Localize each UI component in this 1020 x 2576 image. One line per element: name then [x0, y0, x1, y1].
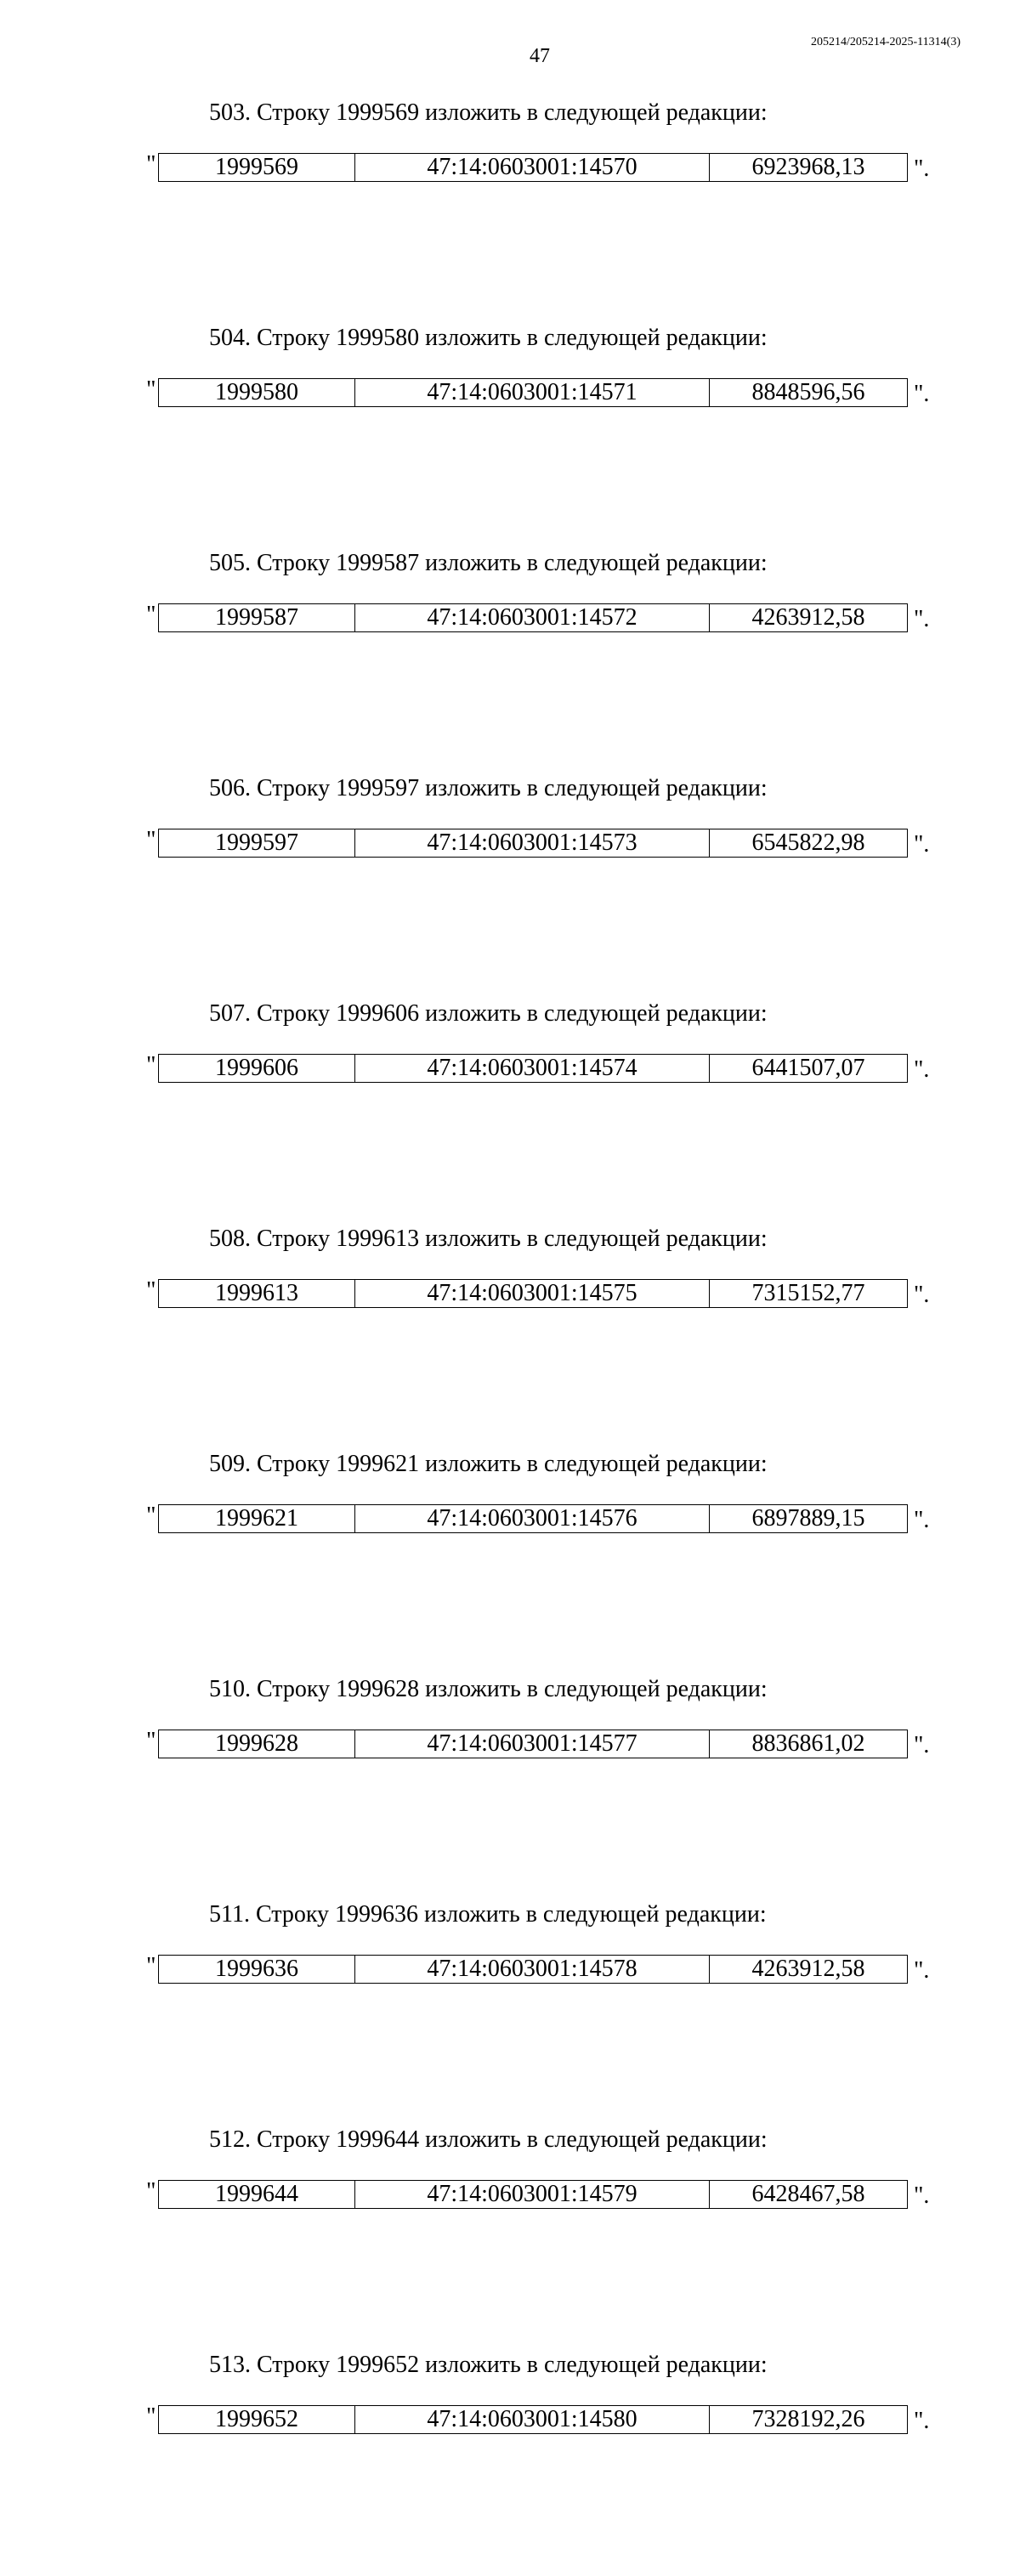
amendment-entry: [0, 2351, 1020, 2576]
closing-quote: ".: [914, 156, 930, 182]
cadastral-number-cell: 47:14:0603001:14571: [355, 379, 710, 407]
amendment-row: [0, 603, 1020, 632]
cadastral-number-cell: 47:14:0603001:14577: [355, 1730, 710, 1758]
row-code-cell: 1999644: [159, 2181, 355, 2209]
closing-quote: ".: [914, 1282, 930, 1308]
cadastral-value-cell: 7328192,26: [710, 2406, 908, 2434]
opening-quote: ": [146, 2178, 156, 2205]
table-row: [159, 154, 908, 182]
table-row: [159, 1956, 908, 1984]
cadastral-number-cell: 47:14:0603001:14572: [355, 604, 710, 632]
row-table: [158, 1955, 908, 1984]
amendment-heading: 513. Строку 1999652 изложить в следующей редакции:: [209, 2352, 768, 2378]
row-code-cell: 1999652: [159, 2406, 355, 2434]
amendment-entry: [0, 549, 1020, 774]
closing-quote: ".: [914, 1957, 930, 1984]
table-row: [159, 379, 908, 407]
row-table: [158, 1279, 908, 1308]
closing-quote: ".: [914, 1732, 930, 1758]
table-row: [159, 1055, 908, 1083]
cadastral-number-cell: 47:14:0603001:14580: [355, 2406, 710, 2434]
table-row: [159, 1505, 908, 1533]
cadastral-value-cell: 4263912,58: [710, 1956, 908, 1984]
cadastral-value-cell: 8836861,02: [710, 1730, 908, 1758]
closing-quote: ".: [914, 2408, 930, 2434]
amendment-entry: [0, 99, 1020, 324]
closing-quote: ".: [914, 2183, 930, 2209]
amendment-entry: [0, 1450, 1020, 1675]
amendment-heading: 510. Строку 1999628 изложить в следующей редакции:: [209, 1676, 768, 1702]
cadastral-number-cell: 47:14:0603001:14574: [355, 1055, 710, 1083]
amendment-row: [0, 1955, 1020, 1984]
opening-quote: ": [146, 602, 156, 628]
row-code-cell: 1999628: [159, 1730, 355, 1758]
closing-quote: ".: [914, 1507, 930, 1533]
row-table: [158, 2405, 908, 2434]
amendment-entry: [0, 1900, 1020, 2126]
opening-quote: ": [146, 1277, 156, 1304]
amendment-heading: 503. Строку 1999569 изложить в следующей редакции:: [209, 99, 768, 126]
cadastral-value-cell: 6897889,15: [710, 1505, 908, 1533]
amendment-row: [0, 1279, 1020, 1308]
row-code-cell: 1999587: [159, 604, 355, 632]
row-table: [158, 2180, 908, 2209]
amendment-entry: [0, 1675, 1020, 1900]
row-code-cell: 1999606: [159, 1055, 355, 1083]
amendment-row: [0, 829, 1020, 858]
row-table: [158, 1054, 908, 1083]
cadastral-value-cell: 7315152,77: [710, 1280, 908, 1308]
amendment-row: [0, 378, 1020, 407]
amendment-entry: [0, 999, 1020, 1225]
cadastral-value-cell: 6545822,98: [710, 829, 908, 858]
document-id: 205214/205214-2025-11314(3): [810, 36, 960, 48]
amendment-row: [0, 1730, 1020, 1758]
opening-quote: ": [146, 827, 156, 853]
cadastral-number-cell: 47:14:0603001:14579: [355, 2181, 710, 2209]
cadastral-value-cell: 6441507,07: [710, 1055, 908, 1083]
row-table: [158, 1504, 908, 1533]
closing-quote: ".: [914, 1056, 930, 1083]
row-table: [158, 829, 908, 858]
cadastral-number-cell: 47:14:0603001:14570: [355, 154, 710, 182]
amendment-heading: 508. Строку 1999613 изложить в следующей редакции:: [209, 1226, 768, 1252]
amendment-entry: [0, 2126, 1020, 2351]
opening-quote: ": [146, 1052, 156, 1079]
closing-quote: ".: [914, 381, 930, 407]
table-row: [159, 1730, 908, 1758]
amendment-row: [0, 153, 1020, 182]
row-table: [158, 603, 908, 632]
row-code-cell: 1999580: [159, 379, 355, 407]
row-code-cell: 1999569: [159, 154, 355, 182]
opening-quote: ": [146, 1728, 156, 1754]
amendment-entry: [0, 774, 1020, 999]
row-table: [158, 1730, 908, 1758]
amendment-heading: 509. Строку 1999621 изложить в следующей редакции:: [209, 1451, 768, 1477]
cadastral-number-cell: 47:14:0603001:14576: [355, 1505, 710, 1533]
cadastral-number-cell: 47:14:0603001:14575: [355, 1280, 710, 1308]
amendment-entry: [0, 1225, 1020, 1450]
table-row: [159, 1280, 908, 1308]
table-row: [159, 2406, 908, 2434]
row-code-cell: 1999597: [159, 829, 355, 858]
amendment-heading: 505. Строку 1999587 изложить в следующей редакции:: [209, 550, 768, 576]
amendment-list: [0, 99, 1020, 2576]
amendment-row: [0, 1054, 1020, 1083]
row-table: [158, 378, 908, 407]
row-code-cell: 1999636: [159, 1956, 355, 1984]
cadastral-number-cell: 47:14:0603001:14573: [355, 829, 710, 858]
amendment-row: [0, 2180, 1020, 2209]
closing-quote: ".: [914, 606, 930, 632]
amendment-row: [0, 2405, 1020, 2434]
cadastral-value-cell: 4263912,58: [710, 604, 908, 632]
row-code-cell: 1999621: [159, 1505, 355, 1533]
amendment-heading: 507. Строку 1999606 изложить в следующей редакции:: [209, 1000, 768, 1027]
cadastral-value-cell: 6923968,13: [710, 154, 908, 182]
opening-quote: ": [146, 1503, 156, 1529]
opening-quote: ": [146, 2403, 156, 2430]
table-row: [159, 604, 908, 632]
amendment-heading: 512. Строку 1999644 изложить в следующей редакции:: [209, 2126, 768, 2153]
row-table: [158, 153, 908, 182]
cadastral-value-cell: 6428467,58: [710, 2181, 908, 2209]
opening-quote: ": [146, 1953, 156, 1979]
page-number: 47: [530, 45, 550, 67]
amendment-heading: 511. Строку 1999636 изложить в следующей редакции:: [209, 1901, 767, 1928]
cadastral-value-cell: 8848596,56: [710, 379, 908, 407]
amendment-entry: [0, 324, 1020, 549]
opening-quote: ": [146, 376, 156, 403]
amendment-heading: 506. Строку 1999597 изложить в следующей редакции:: [209, 775, 768, 801]
cadastral-number-cell: 47:14:0603001:14578: [355, 1956, 710, 1984]
amendment-row: [0, 1504, 1020, 1533]
table-row: [159, 829, 908, 858]
table-row: [159, 2181, 908, 2209]
opening-quote: ": [146, 151, 156, 178]
row-code-cell: 1999613: [159, 1280, 355, 1308]
closing-quote: ".: [914, 831, 930, 858]
amendment-heading: 504. Строку 1999580 изложить в следующей редакции:: [209, 325, 768, 351]
